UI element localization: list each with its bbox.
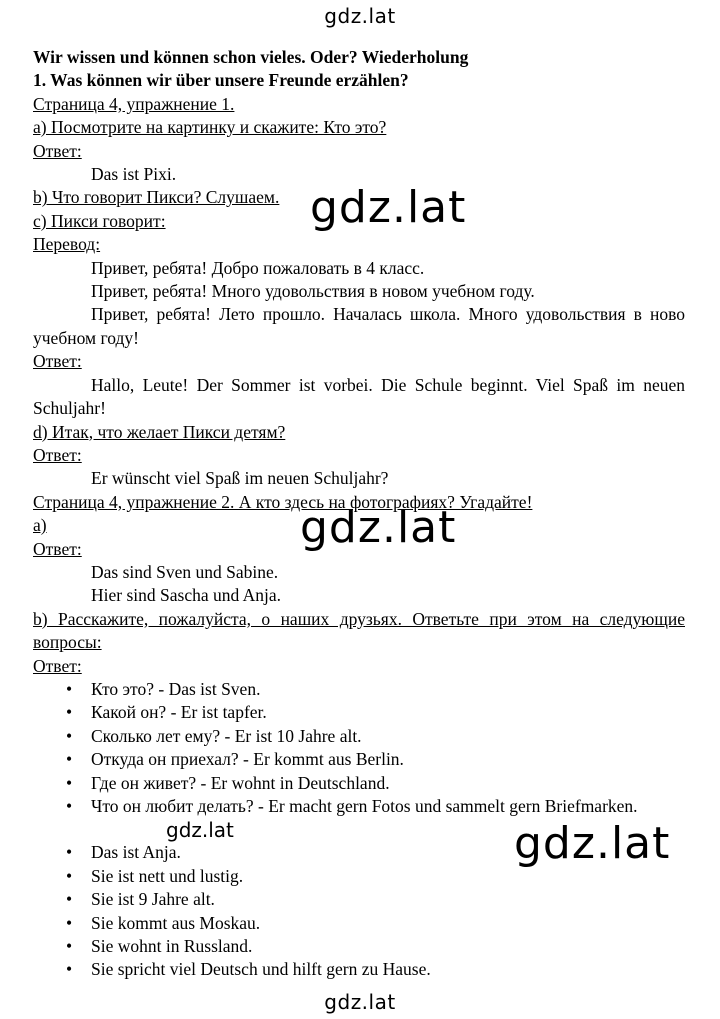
bullet-icon: • [66,725,73,746]
list-item: • Das ist Anja. [33,841,685,864]
list-item: • Sie ist 9 Jahre alt. [33,888,685,911]
list-item: • Откуда он приехал? - Er kommt aus Berlin. [33,748,685,771]
answer-label: Ответ: [33,538,82,559]
bullet-icon: • [66,865,73,886]
list-item: • Sie spricht viel Deutsch und hilft gern zu Hause. [33,958,685,981]
answer-2a-line-1: Das sind Sven und Sabine. [91,561,279,582]
translation-label: Перевод: [33,234,101,255]
translation-line-2: Привет, ребята! Много удовольствия в новом учебном году. [91,281,535,302]
bullet-icon: • [66,702,73,723]
translation-line-1: Привет, ребята! Добро пожаловать в 4 класс. [91,257,425,278]
answer-d: Er wünscht viel Spaß im neuen Schuljahr? [91,468,389,489]
watermark-bottom: gdz.lat [324,990,396,1014]
list-item: • Sie ist nett und lustig. [33,865,685,888]
heading-task: 1. Was können wir über unsere Freunde erzählen? [33,70,409,91]
answer-label: Ответ: [33,351,82,372]
bullet-icon: • [66,889,73,910]
list-item: • Какой он? - Er ist tapfer. [33,701,685,724]
translation-line-3: Привет, ребята! Лето прошло. Началась школа. Много удовольствия в ново учебном году! [33,304,685,348]
exercise-2-b: b) Расскажите, пожалуйста, о наших друзьях. Ответьте при этом на следующие вопросы: [33,608,685,653]
exercise-1-title: Страница 4, упражнение 1. [33,93,235,114]
answer-2a-line-2: Hier sind Sascha und Anja. [91,585,282,606]
question-b: b) Что говорит Пикси? Слушаем. [33,187,280,208]
bullet-icon: • [66,749,73,770]
bullet-icon: • [66,678,73,699]
bullet-icon: • [66,936,73,957]
list-item: • Sie kommt aus Moskau. [33,912,685,935]
list-item: • Что он любит делать? - Er macht gern Fotos und sammelt gern Briefmarken. [33,795,685,818]
answer-label: Ответ: [33,655,82,676]
bullet-icon: • [66,842,73,863]
question-a: а) Посмотрите на картинку и скажите: Кто это? [33,117,387,138]
list-item: • Сколько лет ему? - Er ist 10 Jahre alt. [33,725,685,748]
exercise-2-a: a) [33,515,47,536]
list-item: • Где он живет? - Er wohnt in Deutschland. [33,772,685,795]
list-item: • Sie wohnt in Russland. [33,935,685,958]
bullet-icon: • [66,772,73,793]
list-item: • Кто это? - Das ist Sven. [33,678,685,701]
answer-label: Ответ: [33,444,82,465]
bullet-icon: • [66,959,73,980]
answer-label: Ответ: [33,140,82,161]
exercise-2-title: Страница 4, упражнение 2. А кто здесь на фотографиях? Угадайте! [33,491,533,512]
watermark-mid-2: gdz.lat [300,502,457,553]
watermark-mid-1: gdz.lat [310,182,467,233]
answer-c: Hallo, Leute! Der Sommer ist vorbei. Die Schule beginnt. Viel Spaß im neuen Schuljahr! [33,374,685,419]
sven-list [33,678,685,818]
bullet-icon: • [66,912,73,933]
heading-section: Wir wissen und können schon vieles. Oder? Wiederholung [33,47,469,67]
question-c: c) Пикси говорит: [33,210,166,231]
watermark-mid-3: gdz.lat [514,818,671,869]
question-d: d) Итак, что желает Пикси детям? [33,421,286,442]
watermark-small: gdz.lat [166,818,234,842]
watermark-top: gdz.lat [324,4,396,28]
bullet-icon: • [66,796,73,816]
answer-a: Das ist Pixi. [91,164,177,185]
